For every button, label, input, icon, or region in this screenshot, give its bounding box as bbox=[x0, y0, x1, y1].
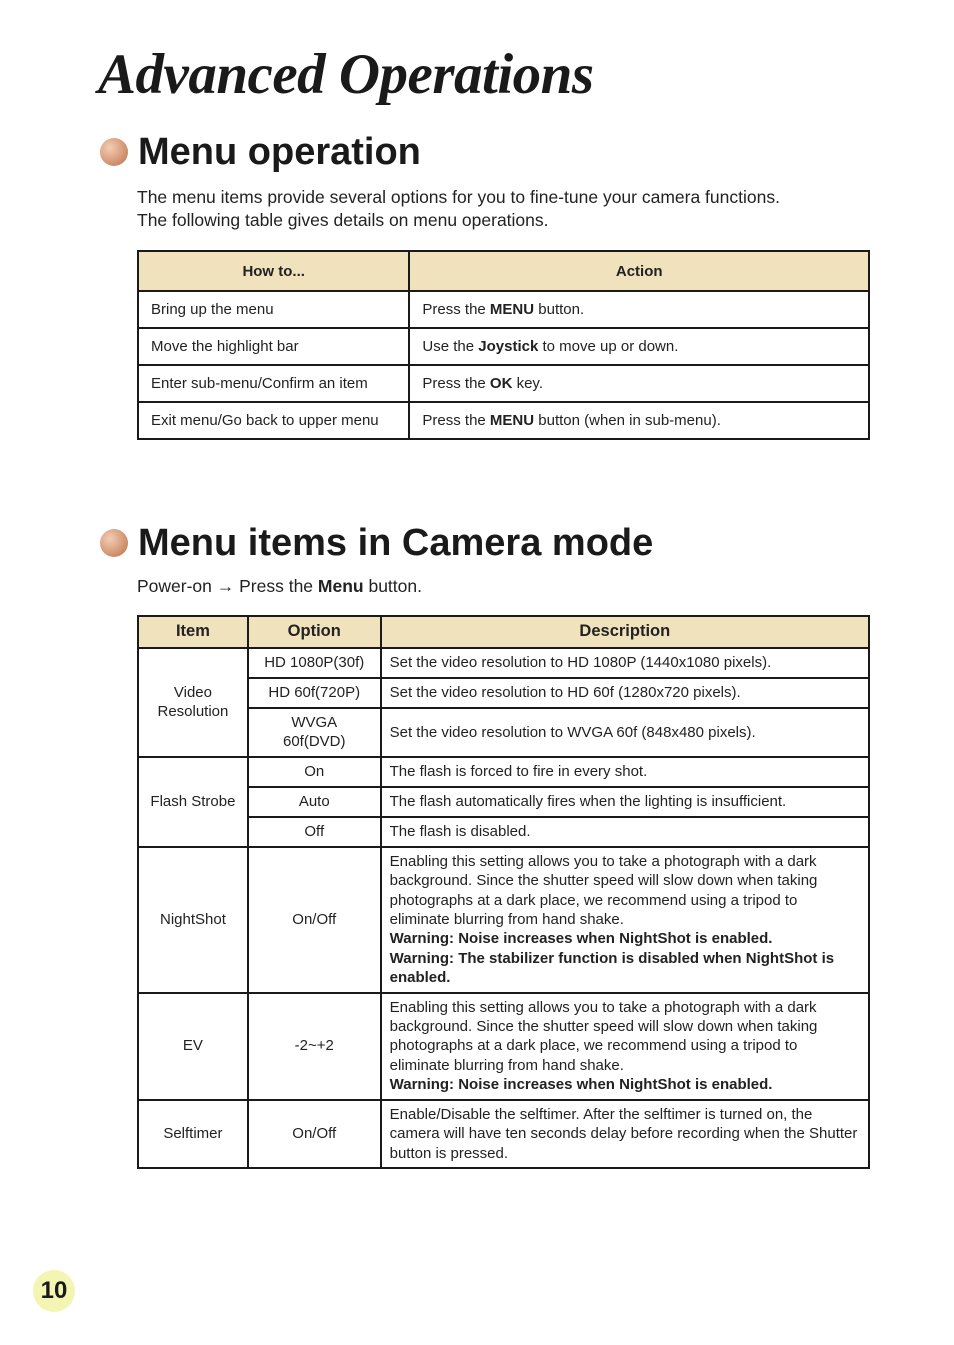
table-row bbox=[138, 847, 869, 993]
menu-operation-intro: The menu items provide several options for you to fine-tune your camera functions. The following table gives details on menu operations. bbox=[137, 187, 780, 230]
description-cell: Set the video resolution to WVGA 60f (848x480 pixels). bbox=[381, 708, 869, 757]
table-row bbox=[138, 365, 869, 402]
table-row bbox=[138, 1100, 869, 1168]
table-row bbox=[138, 402, 869, 439]
bullet-circle-icon bbox=[100, 138, 128, 166]
table-row bbox=[138, 291, 869, 328]
how-to-cell: Exit menu/Go back to upper menu bbox=[138, 402, 409, 439]
option-cell: HD 1080P(30f) bbox=[248, 648, 381, 678]
table-row bbox=[138, 757, 869, 787]
option-cell: On bbox=[248, 757, 381, 787]
section-title: Menu operation bbox=[138, 131, 421, 173]
description-cell: The flash is disabled. bbox=[381, 817, 869, 847]
table-header-row bbox=[138, 251, 869, 291]
section-heading-camera-mode bbox=[100, 521, 653, 565]
description-cell: The flash automatically fires when the lighting is insufficient. bbox=[381, 787, 869, 817]
column-header-option: Option bbox=[248, 616, 381, 648]
option-cell: Auto bbox=[248, 787, 381, 817]
column-header-item: Item bbox=[138, 616, 248, 648]
action-cell: Use the Joystick to move up or down. bbox=[409, 328, 869, 365]
action-cell: Press the OK key. bbox=[409, 365, 869, 402]
item-cell-nightshot: NightShot bbox=[138, 847, 248, 993]
page-title: Advanced Operations bbox=[98, 43, 594, 106]
how-to-cell: Bring up the menu bbox=[138, 291, 409, 328]
item-cell-ev: EV bbox=[138, 993, 248, 1100]
table-row bbox=[138, 328, 869, 365]
table-row bbox=[138, 708, 869, 757]
table-row bbox=[138, 787, 869, 817]
table-row bbox=[138, 993, 869, 1100]
table-row bbox=[138, 817, 869, 847]
section-title: Menu items in Camera mode bbox=[138, 522, 654, 564]
description-cell: Set the video resolution to HD 60f (1280x720 pixels). bbox=[381, 678, 869, 708]
camera-mode-instruction: Power-on → Press the Menu button. bbox=[137, 576, 422, 596]
table-row bbox=[138, 678, 869, 708]
table-header-row bbox=[138, 616, 869, 648]
option-cell: -2~+2 bbox=[248, 993, 381, 1100]
option-cell: On/Off bbox=[248, 847, 381, 993]
option-cell: Off bbox=[248, 817, 381, 847]
how-to-cell: Enter sub-menu/Confirm an item bbox=[138, 365, 409, 402]
bullet-circle-icon bbox=[100, 529, 128, 557]
page-number-badge: 10 bbox=[33, 1270, 75, 1312]
action-cell: Press the MENU button. bbox=[409, 291, 869, 328]
column-header-how-to: How to... bbox=[138, 251, 409, 291]
option-cell: WVGA 60f(DVD) bbox=[248, 708, 381, 757]
warning-text: Warning: Noise increases when NightShot is enabled. bbox=[389, 1076, 773, 1094]
action-cell: Press the MENU button (when in sub-menu). bbox=[409, 402, 869, 439]
option-cell: HD 60f(720P) bbox=[248, 678, 381, 708]
description-cell: The flash is forced to fire in every shot. bbox=[381, 757, 869, 787]
warning-text: Warning: Noise increases when NightShot is enabled. bbox=[389, 930, 773, 948]
description-cell: Enable/Disable the selftimer. After the selftimer is turned on, the camera will have ten seconds delay before recording when the Shutter button is pressed. bbox=[381, 1100, 869, 1168]
table-row bbox=[138, 648, 869, 678]
description-cell: Set the video resolution to HD 1080P (1440x1080 pixels). bbox=[381, 648, 869, 678]
section-heading-menu-operation bbox=[100, 130, 421, 174]
option-cell: On/Off bbox=[248, 1100, 381, 1168]
camera-mode-menu-table bbox=[137, 615, 870, 1169]
item-cell-selftimer: Selftimer bbox=[138, 1100, 248, 1168]
item-cell-video-resolution: Video Resolution bbox=[138, 648, 248, 757]
column-header-description: Description bbox=[381, 616, 869, 648]
menu-operation-table bbox=[137, 250, 870, 440]
item-cell-flash-strobe: Flash Strobe bbox=[138, 757, 248, 847]
description-cell: Enabling this setting allows you to take a photograph with a dark background. Since the shutter speed will slow down when taking photographs at a dark place, we recommend using a tripod to eliminate blurring from hand shake. Warning: Noise increases when NightShot is enabled. Warning: The stabilizer function is disabled when NightShot is enabled. bbox=[381, 847, 869, 993]
description-cell: Enabling this setting allows you to take a photograph with a dark background. Since the shutter speed will slow down when taking photographs at a dark place, we recommend using a tripod to eliminate blurring from hand shake. Warning: Noise increases when NightShot is enabled. bbox=[381, 993, 869, 1100]
column-header-action: Action bbox=[409, 251, 869, 291]
warning-text: Warning: The stabilizer function is disabled when NightShot is enabled. bbox=[389, 949, 835, 987]
how-to-cell: Move the highlight bar bbox=[138, 328, 409, 365]
